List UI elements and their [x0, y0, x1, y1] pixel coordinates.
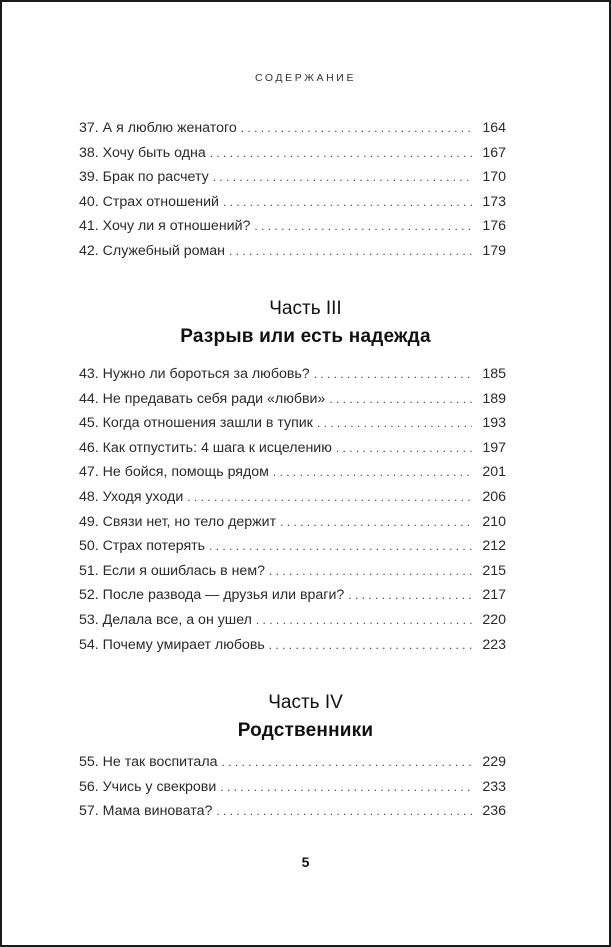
toc-entry [79, 440, 506, 465]
toc-entry-page: 164 [482, 120, 506, 136]
toc-group-3 [79, 754, 506, 828]
toc-entry [79, 538, 506, 563]
toc-entry [79, 243, 506, 268]
toc-entry-page: 220 [482, 611, 506, 628]
toc-entry-page: 167 [482, 144, 506, 161]
dot-leader [209, 539, 472, 553]
toc-entry-title: 37. А я люблю женатого [79, 120, 237, 136]
toc-entry-title: 47. Не бойся, помощь рядом [79, 464, 269, 481]
toc-entry-title: 49. Связи нет, но тело держит [79, 513, 277, 530]
toc-entry [79, 514, 506, 539]
dot-leader [220, 780, 472, 794]
dot-leader [269, 638, 472, 652]
toc-group-1 [79, 120, 506, 268]
toc-entry-title: 45. Когда отношения зашли в тупик [79, 415, 313, 432]
toc-entry-title: 40. Страх отношений [79, 193, 219, 210]
toc-entry-page: 215 [482, 562, 506, 579]
toc-entry [79, 754, 506, 779]
part-number: Часть III [269, 298, 342, 319]
toc-entry [79, 779, 506, 804]
toc-entry-title: 48. Уходя уходи [79, 488, 184, 505]
dot-leader [348, 588, 472, 602]
dot-leader [241, 121, 472, 135]
toc-entry-page: 189 [482, 390, 506, 407]
toc-entry-title: 43. Нужно ли бороться за любовь? [79, 366, 310, 382]
dot-leader [273, 465, 472, 479]
toc-entry-page: 179 [482, 242, 506, 259]
toc-entry [79, 803, 506, 828]
dot-leader [317, 416, 472, 430]
toc-entry [79, 366, 506, 391]
toc-entry [79, 587, 506, 612]
toc-entry-title: 39. Брак по расчету [79, 169, 209, 186]
part-heading-4 [2, 689, 609, 745]
toc-entry-title: 46. Как отпустить: 4 шага к исцелению [79, 439, 332, 456]
toc-entry-page: 210 [482, 513, 506, 530]
toc-entry [79, 489, 506, 514]
toc-entry-title: 50. Страх потерять [79, 538, 206, 555]
toc-entry [79, 120, 506, 145]
toc-entry-page: 233 [482, 778, 506, 795]
toc-entry-page: 170 [482, 169, 506, 186]
dot-leader [329, 392, 472, 406]
dot-leader [256, 613, 472, 627]
toc-entry-title: 44. Не предавать себя ради «любви» [79, 390, 326, 407]
toc-entry-page: 217 [482, 587, 506, 604]
toc-entry-title: 51. Если я ошиблась в нем? [79, 562, 265, 579]
page-number: 5 [301, 854, 310, 870]
toc-entry-title: 52. После развода — друзья или враги? [79, 587, 345, 604]
toc-entry-page: 176 [482, 218, 506, 235]
toc-entry [79, 464, 506, 489]
toc-entry [79, 218, 506, 243]
dot-leader [314, 367, 472, 381]
toc-entry-title: 53. Делала все, а он ушел [79, 611, 252, 628]
running-head: СОДЕРЖАНИЕ [254, 72, 357, 84]
dot-leader [229, 244, 472, 258]
dot-leader [213, 170, 472, 184]
toc-entry [79, 612, 506, 637]
toc-entry-title: 57. Мама виновата? [79, 803, 213, 820]
toc-entry [79, 563, 506, 588]
toc-entry [79, 637, 506, 662]
dot-leader [223, 195, 472, 209]
toc-entry-title: 41. Хочу ли я отношений? [79, 218, 251, 235]
dot-leader [269, 564, 472, 578]
toc-entry-page: 223 [482, 636, 506, 653]
dot-leader [222, 755, 473, 769]
toc-entry-title: 56. Учись у свекрови [79, 778, 217, 795]
toc-entry-page: 197 [482, 439, 506, 456]
dot-leader [336, 441, 472, 455]
dot-leader [210, 146, 472, 160]
dot-leader [254, 219, 472, 233]
toc-entry-page: 185 [482, 366, 506, 382]
part-number: Часть IV [268, 692, 343, 713]
toc-entry-page: 193 [482, 415, 506, 432]
part-title: Родственники [237, 720, 374, 741]
toc-entry-page: 212 [482, 538, 506, 555]
toc-group-2 [79, 366, 506, 661]
toc-entry-page: 201 [482, 464, 506, 481]
dot-leader [187, 490, 472, 504]
toc-entry-title: 54. Почему умирает любовь [79, 636, 265, 653]
part-heading-3 [2, 295, 609, 351]
toc-entry-title: 55. Не так воспитала [79, 754, 218, 770]
toc-entry [79, 391, 506, 416]
dot-leader [280, 515, 472, 529]
toc-entry-page: 206 [482, 488, 506, 505]
toc-entry [79, 415, 506, 440]
toc-entry-page: 173 [482, 193, 506, 210]
dot-leader [216, 804, 472, 818]
toc-entry-page: 236 [482, 803, 506, 820]
part-title: Разрыв или есть надежда [180, 326, 431, 347]
toc-entry-page: 229 [482, 754, 506, 770]
toc-entry [79, 169, 506, 194]
toc-entry-title: 42. Служебный роман [79, 242, 225, 259]
toc-entry [79, 194, 506, 219]
toc-entry [79, 145, 506, 170]
toc-entry-title: 38. Хочу быть одна [79, 144, 206, 161]
